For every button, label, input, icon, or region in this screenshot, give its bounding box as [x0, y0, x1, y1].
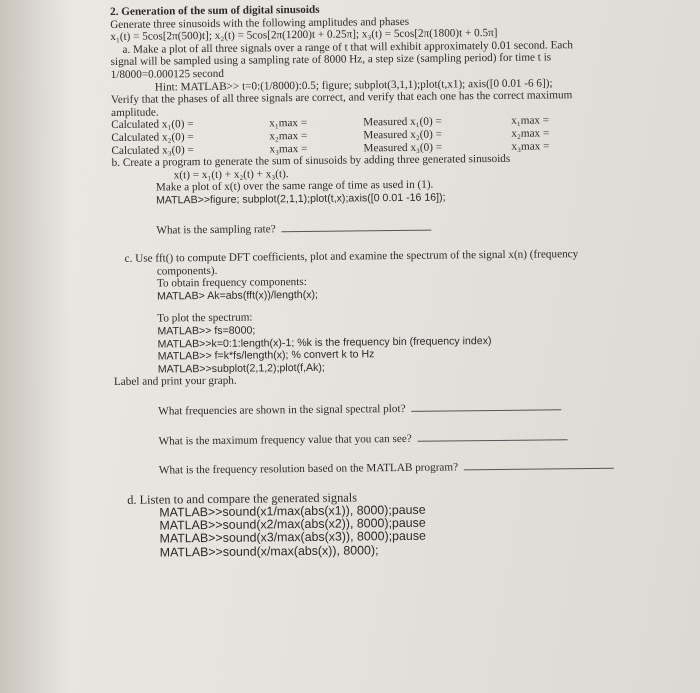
max-frequency-question: What is the maximum frequency value that you can see? — [114, 429, 674, 448]
calculated-x3: Calculated x₃(0) = — [111, 143, 194, 157]
section-title: 2. Generation of the sum of digital sinusoids — [110, 3, 320, 18]
intro-line: Generate three sinusoids with the following amplitudes and phases — [110, 15, 410, 31]
hint-line: Hint: MATLAB>> t=0:(1/8000):0.5; figure; subplot(3,1,1);plot(t,x1); axis([0 0.01 -6 6]); — [154, 76, 553, 94]
calculated-x3max: x₃max = — [269, 142, 308, 155]
measured-x1max: x₁max = — [511, 114, 550, 128]
resolution-question: What is the frequency resolution based on the MATLAB program? — [115, 458, 675, 477]
calculated-x2: Calculated x₂(0) = — [111, 131, 194, 144]
calculated-x2max: x₂max = — [269, 129, 308, 143]
sampling-rate-question: What is the sampling rate? — [112, 218, 672, 237]
signal-equations: x₁(t) = 5cos[2π(500)t]; x₂(t) = 5cos[2π(1200)t + 0.25π]; x₃(t) = 5cos[2π(1800)t + 0.5π] — [110, 27, 498, 44]
sum-formula: x(t) = x₁(t) + x₂(t) + x₃(t). — [173, 167, 289, 182]
sound-x2: MATLAB>>sound(x2/max(abs(x2)), 8000);pause — [159, 515, 426, 533]
measured-x2max: x₂max = — [511, 127, 550, 140]
part-d-line1: d. Listen to and compare the generated signals — [127, 490, 358, 507]
sound-x3: MATLAB>>sound(x3/max(abs(x3)), 8000);pause — [159, 529, 426, 546]
part-b-line1: b. Create a program to generate the sum of sinusoids by adding three generated sinusoids — [111, 152, 511, 170]
f-code: MATLAB>> f=k*fs/length(x); % convert k to Hz — [157, 348, 375, 363]
part-b-matlab: MATLAB>>figure; subplot(2,1,1);plot(t,x);axis([0 0.01 -16 16]); — [155, 191, 446, 207]
obtain-components: To obtain frequency components: — [156, 276, 307, 290]
sound-x1: MATLAB>>sound(x1/max(abs(x1)), 8000);pause — [159, 502, 426, 520]
sound-x: MATLAB>>sound(x/max(abs(x)), 8000); — [159, 542, 379, 560]
label-print: Label and print your graph. — [113, 375, 237, 389]
measured-x2: Measured x₂(0) = — [363, 128, 442, 142]
problem-text — [110, 0, 676, 560]
plot-spectrum-title: To plot the spectrum: — [157, 311, 253, 325]
part-a-line2: signal will be sampled using a sampling rate of 8000 Hz, a step size (sampling period) for time t is — [110, 51, 552, 69]
calculated-x1max: x₁max = — [269, 117, 308, 130]
k-code: MATLAB>>k=0:1:length(x)-1; %k is the frequency bin (frequency index) — [157, 334, 492, 351]
verify-line2: amplitude. — [111, 106, 159, 119]
measured-x3max: x₃max = — [511, 139, 550, 153]
frequencies-question: What frequencies are shown in the signal spectral plot? — [114, 399, 674, 418]
part-a-line1: a. Make a plot of all three signals over a range of t that will exhibit approximately 0.01 second. Each — [122, 38, 573, 56]
answer-blank — [282, 220, 432, 232]
verify-line1: Verify that the phases of all three signals are correct, and verify that each one has the correct maximum — [110, 89, 573, 107]
measured-x1: Measured x₁(0) = — [363, 115, 442, 129]
fs-code: MATLAB>> fs=8000; — [157, 324, 256, 338]
answer-blank — [411, 400, 561, 412]
page-shadow — [0, 0, 70, 693]
part-b-line2: Make a plot of x(t) over the same range of time as used in (1). — [155, 178, 434, 194]
answer-blank — [464, 459, 614, 471]
answer-blank — [418, 430, 568, 442]
part-c-line2: components). — [156, 264, 218, 278]
subplot-code: MATLAB>>subplot(2,1,2);plot(f,Ak); — [157, 361, 325, 376]
measured-x3: Measured x₃(0) = — [363, 141, 443, 154]
part-c-line1: c. Use fft() to compute DFT coefficients, plot and examine the spectrum of the signal x(n) (frequency — [124, 248, 579, 265]
ak-code: MATLAB> Ak=abs(fft(x))/length(x); — [156, 288, 319, 303]
part-a-line3: 1/8000=0.000125 second — [110, 67, 224, 81]
calculated-x1: Calculated x₁(0) = — [111, 118, 194, 132]
